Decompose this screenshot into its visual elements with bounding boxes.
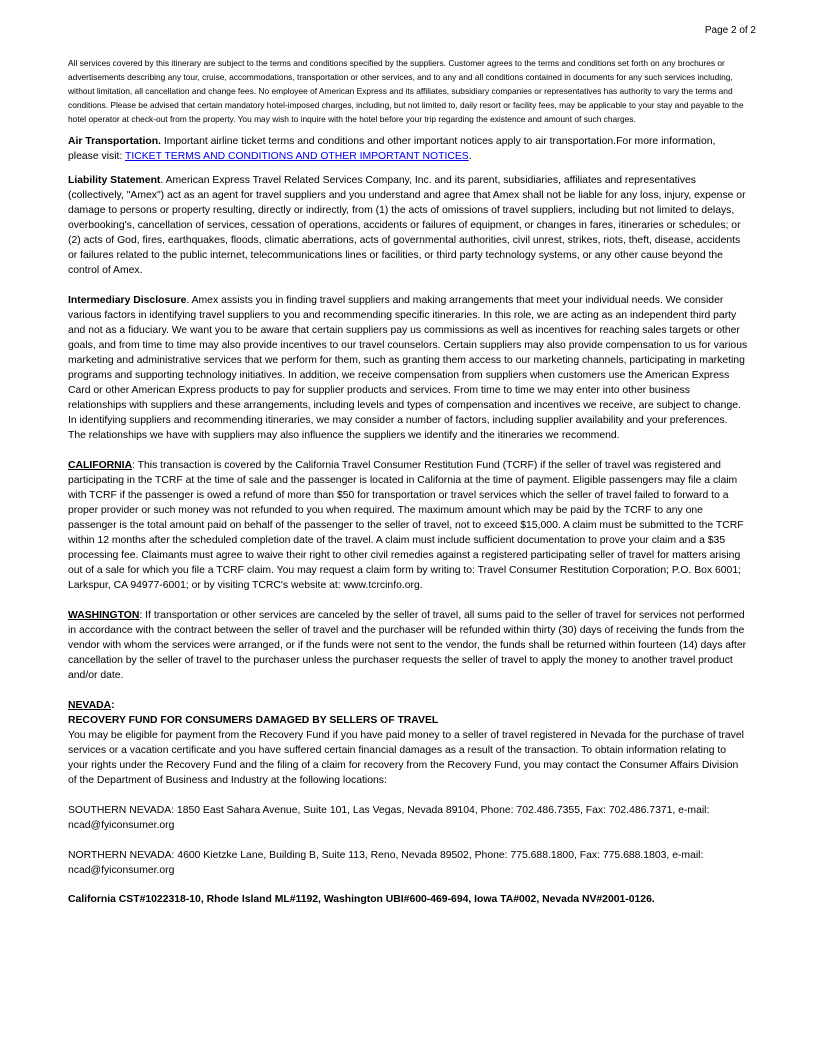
nevada-heading: NEVADA bbox=[68, 700, 112, 711]
washington-text: : If transportation or other services are canceled by the seller of travel, all sums paid to the seller of travel for services not performed in accordance with the contract between the seller of travel and the purchaser will be refunded within thirty (30) days of receiving the funds from the vendor with whom the services were arranged, or if the funds were not sent to the vendor, the funds shall be returned within fourteen (14) days after cancellation by the seller of travel to the purchaser unless the purchaser requests the seller of travel to apply the money to another travel product and/or date. bbox=[68, 610, 747, 681]
nevada-subheading bbox=[68, 713, 748, 728]
nevada-colon: : bbox=[111, 700, 115, 711]
page-number: Page 2 of 2 bbox=[704, 25, 756, 36]
washington-heading: WASHINGTON bbox=[68, 610, 140, 621]
intermediary-heading: Intermediary Disclosure bbox=[68, 295, 187, 306]
intermediary-section bbox=[68, 293, 748, 443]
liability-heading: Liability Statement bbox=[68, 175, 161, 186]
air-transportation-end: . bbox=[468, 151, 472, 162]
washington-section bbox=[68, 608, 748, 683]
registration-numbers: California CST#1022318-10, Rhode Island ML#1192, Washington UBI#600-469-694, Iowa TA#002, Nevada NV#2001-0126. bbox=[68, 894, 655, 905]
california-heading: CALIFORNIA bbox=[68, 460, 133, 471]
air-transportation-heading: Air Transportation. bbox=[68, 136, 161, 147]
document-body bbox=[68, 56, 748, 907]
southern-nevada-contact: SOUTHERN NEVADA: 1850 East Sahara Avenue, Suite 101, Las Vegas, Nevada 89104, Phone: 702.486.7355, Fax: 702.486.7371, e-mail: ncad@fyiconsumer.org bbox=[68, 805, 710, 831]
air-transportation-section bbox=[68, 134, 748, 164]
nevada-heading-line bbox=[68, 698, 748, 713]
liability-text: . American Express Travel Related Services Company, Inc. and its parent, subsidiaries, affiliates and representatives (collectively, "Amex") act as an agent for travel suppliers and you understand and agree that Amex shall not be liable for any loss, injury, expense or damage to persons or property resulting, directly or indirectly, from (1) the acts of omissions of travel suppliers, including but not limited to delays, overbooking's, cancellation of services, cessation of operations, accidents or failures of equipment, or changes in fares, itineraries or schedules; or (2) acts of God, fires, earthquakes, floods, climatic aberrations, acts of governmental authorities, civil unrest, strikes, riots, theft, disease, accidents or failures related to the public internet, telecommunications lines or facilities, or third party technology systems, or any other cause beyond the control of Amex. bbox=[68, 175, 746, 276]
liability-section bbox=[68, 173, 748, 278]
california-text: : This transaction is covered by the California Travel Consumer Restitution Fund (TCRF) if the seller of travel was registered and participating in the TCRF at the time of sale and the passenger is located in California at the time of payment. Eligible passengers may file a claim with TCRF if the passenger is owed a refund of more than $50 for transportation or travel services which the seller of travel failed to forward to a proper provider or such money was not refunded to you when required. The maximum amount which may be paid by the TCRF to any one passenger is the total amount paid on behalf of the passenger to the seller of travel, not to exceed $15,000. A claim must be submitted to the TCRF within 12 months after the scheduled completion date of the travel. A claim must include sufficient documentation to prove your claim and a $35 processing fee. Claimants must agree to waive their right to other civil remedies against a registered participating seller of travel for matters arising out of a sale for which you file a TCRF claim. You may request a claim form by writing to: Travel Consumer Restitution Corporation; P.O. Box 6001; Larkspur, CA 94977-6001; or by visiting TCRC's website at: www.tcrcinfo.org. bbox=[68, 460, 744, 591]
ticket-terms-link[interactable]: TICKET TERMS AND CONDITIONS AND OTHER IMPORTANT NOTICES bbox=[125, 151, 469, 162]
intermediary-text: . Amex assists you in finding travel suppliers and making arrangements that meet your individual needs. We consider various factors in identifying travel suppliers to you and recommending specific itineraries. In this role, we are acting as an independent third party and not as a fiduciary. We want you to be aware that certain suppliers pay us commissions as well as incentives for reaching sales targets or other goals, and from time to time may also provide incentives to our travel counselors. Certain suppliers may also provide compensation to us for various marketing and administrative services that we perform for them, such as granting them access to our marketing channels, participating in marketing programs and supporting technology initiatives. In addition, we receive compensation from suppliers when customers use the American Express Card or other American Express products to pay for supplier products and services. From time to time we may enter into other business relationships with suppliers and these arrangements, including levels and types of compensation and incentives we receive, are subject to change. In identifying suppliers and recommending itineraries, we may consider a number of factors, including supplier availability and your preferences. The relationships we have with suppliers may also influence the suppliers we identify and the itineraries we recommend. bbox=[68, 295, 748, 441]
northern-nevada-contact: NORTHERN NEVADA: 4600 Kietzke Lane, Building B, Suite 113, Reno, Nevada 89502, Phone: 775.688.1800, Fax: 775.688.1803, e-mail: ncad@fyiconsumer.org bbox=[68, 850, 704, 876]
nevada-subheading-text: RECOVERY FUND FOR CONSUMERS DAMAGED BY SELLERS OF TRAVEL bbox=[68, 715, 439, 726]
terms-paragraph: All services covered by this itinerary are subject to the terms and conditions specified by the suppliers. Customer agrees to the terms and conditions set forth on any brochures or advertisements describing any tour, cruise, accommodations, transportation or other services, and to any and all conditions contained in documents for any such services including, without limitation, all cancellation and change fees. No employee of American Express and its affiliates, subsidiary companies or representatives has authority to vary the terms and conditions. Please be advised that certain mandatory hotel-imposed charges, including, but not limited to, daily resort or facility fees, may be applicable to your stay and payable to the hotel operator at check-out from the property. You may wish to inquire with the hotel before your trip regarding the existence and amount of such charges. bbox=[68, 58, 744, 124]
nevada-text: You may be eligible for payment from the Recovery Fund if you have paid money to a seller of travel registered in Nevada for the purchase of travel services or a vacation certificate and you have suffered certain financial damages as a result of the transaction. To obtain information relating to your rights under the Recovery Fund and the filing of a claim for recovery from the Recovery Fund, you may contact the Consumer Affairs Division of the Department of Business and Industry at the following locations: bbox=[68, 730, 744, 786]
california-section bbox=[68, 458, 748, 593]
air-transportation-text: Important airline ticket terms and conditions and other important notices apply to air transportation.For more information, please visit: bbox=[68, 136, 716, 162]
